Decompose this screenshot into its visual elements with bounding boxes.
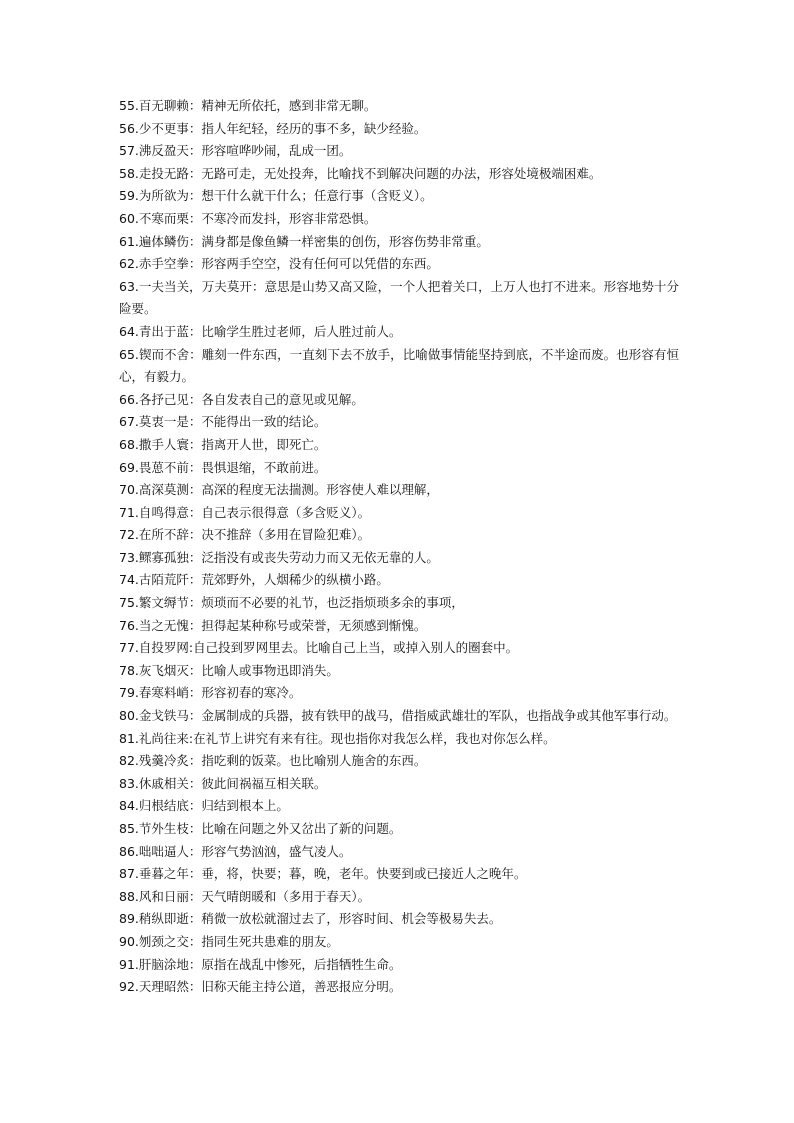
idiom-entry-57: 57.沸反盈天：形容喧哗吵闹，乱成一团。	[119, 143, 352, 159]
idiom-entry-70: 70.高深莫测：高深的程度无法揣测。形容使人难以理解，	[119, 482, 439, 498]
idiom-entry-83: 83.休戚相关：彼此间祸福互相关联。	[119, 775, 327, 791]
idiom-entry-55: 55.百无聊赖：精神无所依托，感到非常无聊。	[119, 98, 377, 113]
idiom-entry-84: 84.归根结底：归结到根本上。	[119, 798, 289, 814]
idiom-entry-58: 58.走投无路：无路可走，无处投奔，比喻找不到解决问题的办法，形容处境极端困难。	[119, 165, 602, 181]
idiom-entry-87: 87.垂暮之年：垂，将，快要；暮，晚，老年。快要到或已接近人之晚年。	[119, 866, 527, 882]
idiom-entry-75: 75.繁文缛节：烦琐而不必要的礼节，也泛指烦琐多余的事项，	[119, 595, 464, 611]
idiom-entry-91: 91.肝脑涂地：原指在战乱中惨死，后指牺牲生命。	[119, 956, 402, 972]
idiom-entry-79: 79.春寒料峭：形容初春的寒冷。	[119, 685, 302, 701]
idiom-entry-61: 61.遍体鳞伤：满身都是像鱼鳞一样密集的创伤，形容伤势非常重。	[119, 233, 489, 249]
idiom-entry-78: 78.灰飞烟灭：比喻人或事物迅即消失。	[119, 662, 339, 678]
idiom-entry-64: 64.青出于蓝：比喻学生胜过老师，后人胜过前人。	[119, 323, 402, 339]
idiom-entry-67: 67.莫衷一是：不能得出一致的结论。	[119, 414, 327, 430]
idiom-entry-66: 66.各抒己见：各自发表自己的意见或见解。	[119, 391, 364, 407]
idiom-entry-77: 77.自投罗网:自己投到罗网里去。比喻自己上当，或掉入别人的圈套中。	[119, 640, 519, 656]
idiom-entry-63: 63.一夫当关，万夫莫开：意思是山势又高又险，一个人把着关口，上万人也打不进来。形容地势十分险要。	[119, 278, 679, 317]
idiom-entry-80: 80.金戈铁马：金属制成的兵器，披有铁甲的战马，借指威武雄壮的军队，也指战争或其他军事行动。	[119, 708, 677, 724]
idiom-entry-56: 56.少不更事：指人年纪轻，经历的事不多，缺少经验。	[119, 120, 427, 136]
idiom-entry-72: 72.在所不辞：决不推辞（多用在冒险犯难）。	[119, 527, 371, 543]
idiom-entry-82: 82.残羹冷炙：指吃剩的饭菜。也比喻别人施舍的东西。	[119, 753, 427, 769]
idiom-entry-62: 62.赤手空拳：形容两手空空，没有任何可以凭借的东西。	[119, 256, 439, 272]
idiom-entry-69: 69.畏葸不前：畏惧退缩，不敢前进。	[119, 459, 327, 475]
idiom-entry-68: 68.撒手人寰：指离开人世，即死亡。	[119, 436, 327, 452]
idiom-entry-92: 92.天理昭然：旧称天能主持公道，善恶报应分明。	[119, 979, 402, 995]
idiom-entry-59: 59.为所欲为：想干什么就干什么；任意行事（含贬义）。	[119, 188, 433, 204]
idiom-entry-86: 86.咄咄逼人：形容气势汹汹，盛气凌人。	[119, 843, 352, 859]
idiom-entry-85: 85.节外生枝：比喻在问题之外又岔出了新的问题。	[119, 821, 402, 836]
idiom-entry-90: 90.刎颈之交：指同生死共患难的朋友。	[119, 933, 339, 949]
idiom-entry-81: 81.礼尚往来:在礼节上讲究有来有往。现也指你对我怎么样，我也对你怎么样。	[119, 730, 556, 746]
idiom-entry-88: 88.风和日丽：天气晴朗暖和（多用于春天）。	[119, 888, 371, 904]
idiom-entry-74: 74.古陌荒阡：荒郊野外，人烟稀少的纵横小路。	[119, 572, 389, 588]
idiom-entry-60: 60.不寒而栗：不寒冷而发抖，形容非常恐惧。	[119, 210, 377, 226]
idiom-entry-76: 76.当之无愧：担得起某种称号或荣誉，无须感到惭愧。	[119, 617, 427, 633]
idiom-entry-89: 89.稍纵即逝：稍微一放松就溜过去了，形容时间、机会等极易失去。	[119, 911, 502, 927]
idiom-entry-65: 65.锲而不舍：雕刻一件东西，一直刻下去不放手，比喻做事情能坚持到底，不半途而废。也形容有恒心，有毅力。	[119, 346, 679, 385]
idiom-list	[119, 95, 679, 999]
idiom-entry-73: 73.鳏寡孤独：泛指没有或丧失劳动力而又无依无靠的人。	[119, 549, 439, 565]
idiom-entry-71: 71.自鸣得意：自己表示很得意（多含贬义）。	[119, 504, 371, 520]
